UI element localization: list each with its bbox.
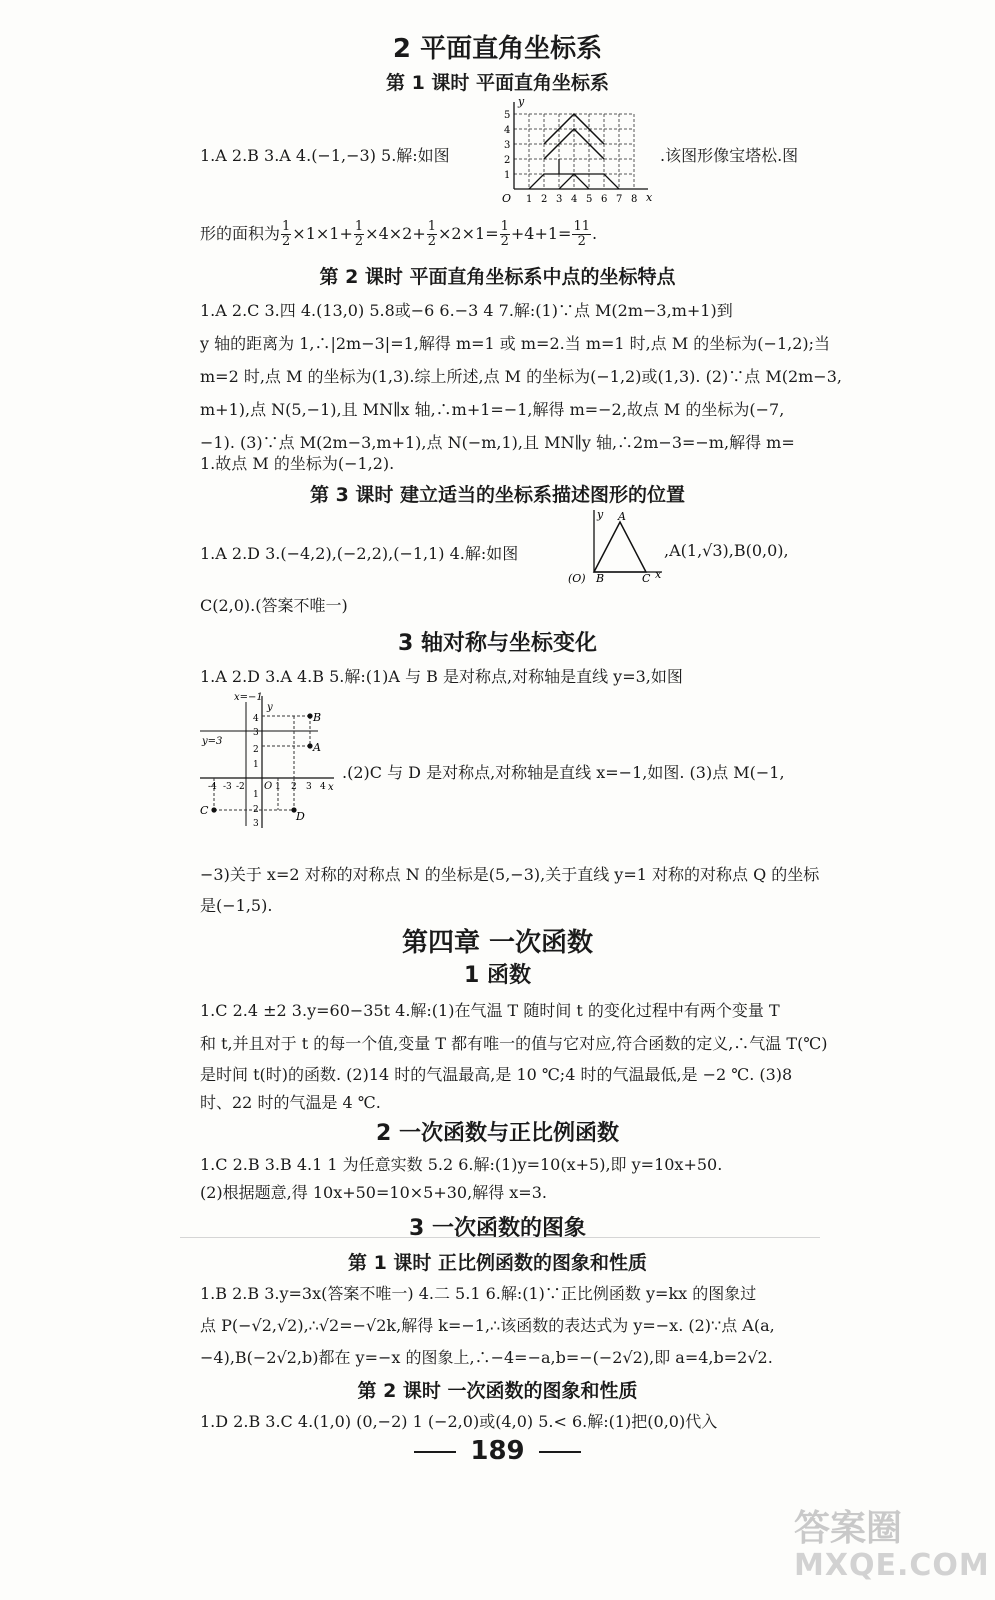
grid-origin-label: O <box>502 192 512 205</box>
text-line: 1.D 2.B 3.C 4.(1,0) (0,−2) 1 (−2,0)或(4,0) 5.< 6.解:(1)把(0,0)代入 <box>200 1412 718 1431</box>
svg-text:B: B <box>596 572 605 584</box>
svg-text:1: 1 <box>275 782 281 792</box>
area-formula: 形的面积为 $\frac{1}{2}$ ×1×1+ $\frac{1}{2}$ ×4×2+ $\frac{1}{2}$ ×2×1= $\frac{1}{2}$ +4+1= $\frac{11}{2}$ . <box>200 219 598 249</box>
svg-text:B: B <box>313 711 322 724</box>
svg-text:3: 3 <box>253 728 259 738</box>
svg-text:1: 1 <box>253 790 259 800</box>
point-b <box>307 713 312 718</box>
svg-text:(O): (O) <box>568 572 586 584</box>
svg-text:3: 3 <box>306 782 312 792</box>
text-line: 是时间 t(时)的函数. (2)14 时的气温最高,是 10 ℃;4 时的气温最低,是 −2 ℃. (3)8 <box>200 1065 793 1084</box>
answer-line: 1.A 2.D 3.(−4,2),(−2,2),(−1,1) 4.解:如图 <box>200 544 519 563</box>
pagoda-grid-figure <box>496 96 656 208</box>
svg-text:A: A <box>313 741 321 754</box>
text-line: −1). (3)∵点 M(2m−3,m+1),点 N(−m,1),且 MN∥y 轴,∴2m−3=−m,解得 m= <box>200 433 795 452</box>
grid-x-label: x <box>646 191 653 204</box>
text-line: 1.C 2.B 3.B 4.1 1 为任意实数 5.2 6.解:(1)y=10(x+5),即 y=10x+50. <box>200 1155 723 1174</box>
svg-text:1: 1 <box>504 170 511 181</box>
svg-text:7: 7 <box>616 194 623 205</box>
svg-text:1: 1 <box>253 760 259 770</box>
text-line: C(2,0).(答案不唯一) <box>200 596 348 615</box>
svg-text:2: 2 <box>541 194 548 205</box>
svg-text:2: 2 <box>253 745 259 755</box>
triangle-abc <box>594 522 646 572</box>
svg-text:6: 6 <box>601 194 608 205</box>
svg-text:O: O <box>264 781 273 792</box>
svg-text:4: 4 <box>571 194 578 205</box>
svg-text:x: x <box>655 568 662 581</box>
point-a <box>307 743 312 748</box>
lesson-title: 第 2 课时 平面直角坐标系中点的坐标特点 <box>319 266 676 288</box>
svg-text:1: 1 <box>526 194 533 205</box>
section-title: 3 一次函数的图象 <box>409 1216 586 1241</box>
grid-y-ticks <box>504 110 510 181</box>
svg-text:5: 5 <box>504 110 511 121</box>
text-line: 是(−1,5). <box>200 896 273 915</box>
grid-lines <box>514 114 634 189</box>
svg-text:y=3: y=3 <box>202 736 223 747</box>
section-title: 2 一次函数与正比例函数 <box>376 1121 619 1146</box>
svg-text:y: y <box>267 702 273 713</box>
svg-text:A: A <box>618 510 626 523</box>
svg-text:3: 3 <box>556 194 563 205</box>
chapter-title: 第四章 一次函数 <box>401 928 594 958</box>
answer-line: 1.A 2.B 3.A 4.(−1,−3) 5.解:如图 <box>200 146 450 165</box>
svg-text:4: 4 <box>504 125 511 136</box>
svg-text:-2: -2 <box>236 782 245 792</box>
svg-text:2: 2 <box>291 782 297 792</box>
watermark-logo: 答案圈 MXQE.COM <box>794 1508 990 1583</box>
svg-text:8: 8 <box>631 194 638 205</box>
svg-text:C: C <box>200 804 209 817</box>
svg-text:4: 4 <box>253 714 259 724</box>
text-line: −4),B(−2√2,b)都在 y=−x 的图象上,∴−4=−a,b=−(−2√2),即 a=4,b=2√2. <box>200 1348 773 1367</box>
page-number: 189 <box>0 1436 995 1466</box>
svg-text:C: C <box>642 572 651 584</box>
grid-x-ticks <box>526 194 637 205</box>
answer-line-tail: .该图形像宝塔松.图 <box>660 146 799 165</box>
svg-text:2: 2 <box>253 805 259 815</box>
text-line: 1.C 2.4 ±2 3.y=60−35t 4.解:(1)在气温 T 随时间 t 的变化过程中有两个变量 T <box>200 1001 780 1020</box>
text-line: −3)关于 x=2 对称的对称点 N 的坐标是(5,−3),关于直线 y=1 对称的对称点 Q 的坐标 <box>200 865 820 884</box>
svg-text:5: 5 <box>586 194 593 205</box>
lesson-title: 第 1 课时 正比例函数的图象和性质 <box>347 1252 648 1274</box>
svg-text:3: 3 <box>504 140 511 151</box>
symmetry-figure <box>196 690 341 830</box>
svg-text:2: 2 <box>504 155 511 166</box>
fig-y-ticks <box>253 714 259 829</box>
svg-text:-4: -4 <box>208 782 217 792</box>
point-c <box>211 807 216 812</box>
text-line: 点 P(−√2,√2),∴√2=−√2k,解得 k=−1,∴该函数的表达式为 y=−x. (2)∵点 A(a, <box>200 1316 775 1335</box>
svg-text:y: y <box>597 508 604 521</box>
svg-text:D: D <box>296 810 305 823</box>
text-line: 1.B 2.B 3.y=3x(答案不唯一) 4.二 5.1 6.解:(1)∵正比例函数 y=kx 的图象过 <box>200 1284 757 1303</box>
text-line: m+1),点 N(5,−1),且 MN∥x 轴,∴m+1=−1,解得 m=−2,故点 M 的坐标为(−7, <box>200 400 785 419</box>
text-line: y 轴的距离为 1,∴|2m−3|=1,解得 m=1 或 m=2.当 m=1 时,点 M 的坐标为(−1,2);当 <box>200 334 831 353</box>
section-title: 2 平面直角坐标系 <box>392 34 603 64</box>
grid-y-label: y <box>518 96 525 108</box>
svg-text:3: 3 <box>253 819 259 829</box>
text-line: m=2 时,点 M 的坐标为(1,3).综上所述,点 M 的坐标为(−1,2)或(1,3). (2)∵点 M(2m−3, <box>200 367 842 386</box>
answer-line-tail: ,A(1,√3),B(0,0), <box>664 541 789 560</box>
lesson-title: 第 1 课时 平面直角坐标系 <box>385 72 610 94</box>
lesson-title: 第 2 课时 一次函数的图象和性质 <box>357 1380 638 1402</box>
text-line: 1.A 2.D 3.A 4.B 5.解:(1)A 与 B 是对称点,对称轴是直线 y=3,如图 <box>200 667 683 686</box>
divider <box>180 1237 820 1238</box>
text-line: 和 t,并且对于 t 的每一个值,变量 T 都有唯一的值与它对应,符合函数的定义,∴气温 T(℃) <box>200 1034 828 1053</box>
lesson-title: 第 3 课时 建立适当的坐标系描述图形的位置 <box>309 484 686 506</box>
text-line: 1.A 2.C 3.四 4.(13,0) 5.8或−6 6.−3 4 7.解:(1)∵点 M(2m−3,m+1)到 <box>200 301 733 320</box>
svg-text:-3: -3 <box>223 782 232 792</box>
svg-text:4: 4 <box>320 782 326 792</box>
text-line: (2)根据题意,得 10x+50=10×5+30,解得 x=3. <box>200 1183 547 1202</box>
svg-text:x=−1: x=−1 <box>234 692 263 703</box>
text-line: .(2)C 与 D 是对称点,对称轴是直线 x=−1,如图. (3)点 M(−1, <box>342 763 785 782</box>
svg-text:x: x <box>328 782 334 793</box>
triangle-figure <box>566 506 666 584</box>
section-title: 1 函数 <box>464 963 531 988</box>
text-line: 1.故点 M 的坐标为(−1,2). <box>200 454 395 473</box>
text-line: 时、22 时的气温是 4 ℃. <box>200 1093 381 1112</box>
section-title: 3 轴对称与坐标变化 <box>398 631 597 656</box>
